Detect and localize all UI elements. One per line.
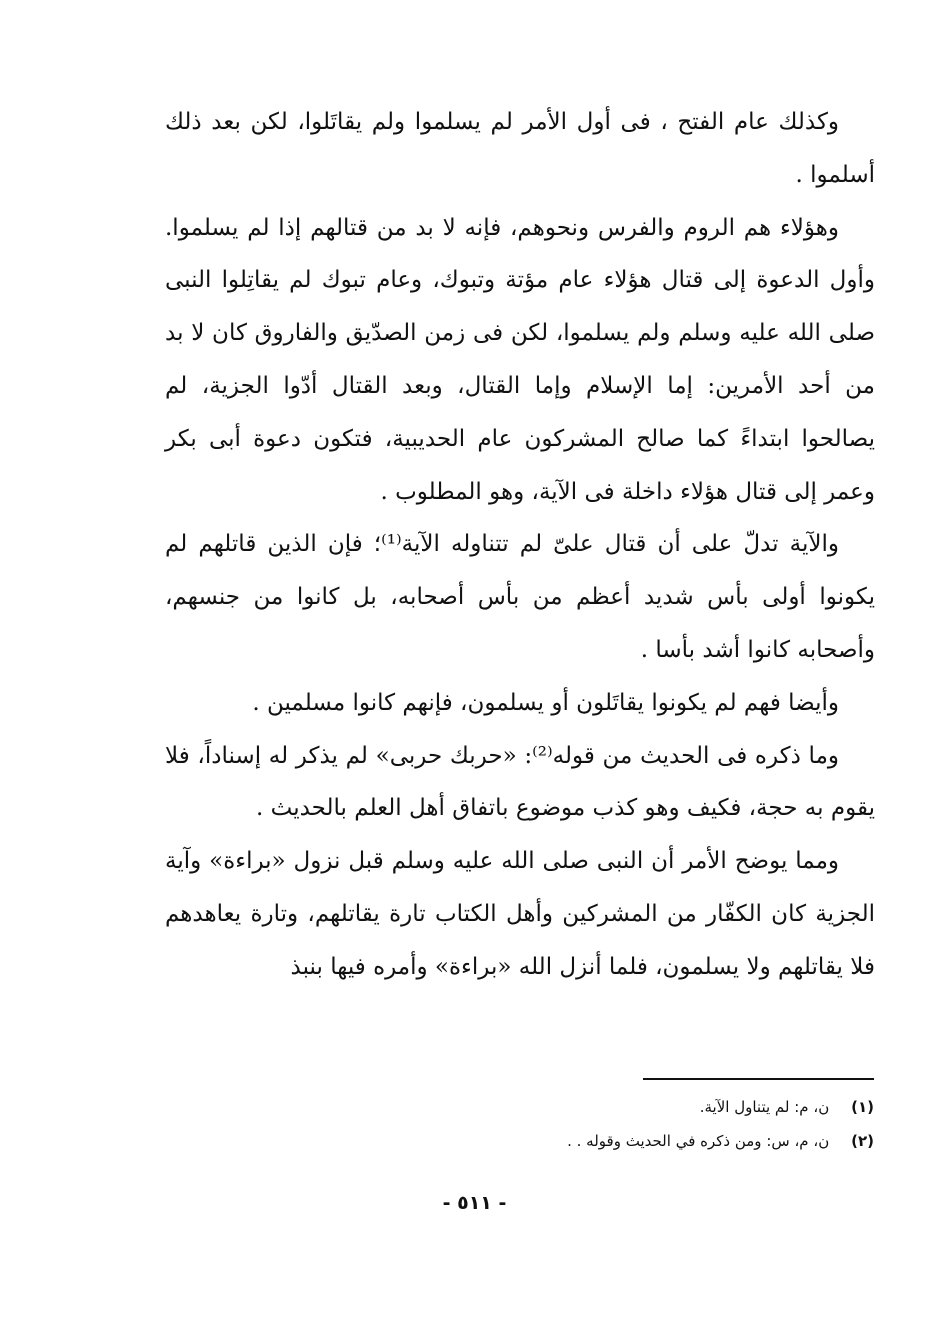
paragraph-1: وكذلك عام الفتح ، فى أول الأمر لم يسلموا ولم يقاتَلوا، لكن بعد ذلك أسلموا .: [165, 109, 875, 188]
paragraph-4: وأيضا فهم لم يكونوا يقاتَلون أو يسلمون، فإنهم كانوا مسلمين .: [252, 689, 839, 716]
footnotes: [420, 1090, 874, 1158]
main-text: [165, 96, 875, 994]
footnote-number: (٢): [851, 1132, 874, 1150]
footnote-divider: [643, 1078, 874, 1080]
paragraph-2: وهؤلاء هم الروم والفرس ونحوهم، فإنه لا بد من قتالهم إذا لم يسلموا. وأول الدعوة إلى قتال هؤلاء عام مؤتة وتبوك، وعام تبوك لم يقاتِلوا النبى صلى الله عليه وسلم ولم يسلموا، لكن فى زمن الصدّيق والفاروق كان لا بد من أحد الأمرين: إما الإسلام وإما القتال، وبعد القتال أدّوا الجزية، لم يصالحوا ابتداءً كما صالح المشركون عام الحديبية، فتكون دعوة أبى بكر وعمر إلى قتال هؤلاء داخلة فى الآية، وهو المطلوب .: [165, 214, 875, 505]
footnote-1: [420, 1090, 874, 1124]
footnote-number: (١): [851, 1098, 874, 1116]
footnote-2: [420, 1124, 874, 1158]
page-number: - ٥١١ -: [442, 1192, 507, 1214]
paragraph-3: والآية تدلّ على أن قتال علىّ لم تتناوله الآية⁽¹⁾؛ فإن الذين قاتلهم لم يكونوا أولى بأس شديد أعظم من بأس أصحابه، بل كانوا من جنسهم، وأصحابه كانوا أشد بأسا .: [165, 531, 875, 663]
footnote-text: ن، م: لم يتناول الآية.: [699, 1098, 830, 1116]
paragraph-5: وما ذكره فى الحديث من قوله⁽²⁾: «حربك حربى» لم يذكر له إسناداً، فلا يقوم به حجة، فكيف وهو كذب موضوع باتفاق أهل العلم بالحديث .: [165, 742, 875, 822]
paragraph-6: ومما يوضح الأمر أن النبى صلى الله عليه وسلم قبل نزول «براءة» وآية الجزية كان الكفّار من المشركين وأهل الكتاب تارة يقاتلهم، وتارة يعاهدهم فلا يقاتلهم ولا يسلمون، فلما أنزل الله «براءة» وأمره فيها بنبذ: [165, 848, 875, 980]
footnote-text: ن، م، س: ومن ذكره في الحديث وقوله . .: [567, 1132, 830, 1150]
